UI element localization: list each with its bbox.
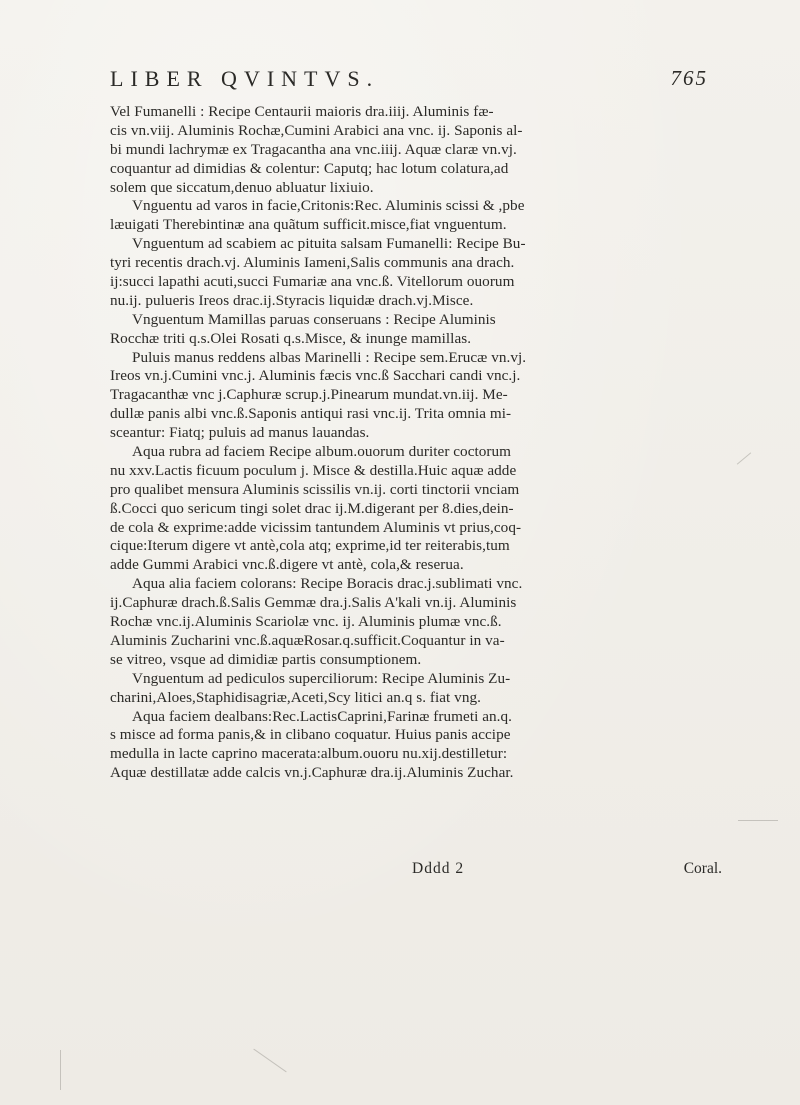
page-header xyxy=(0,66,800,96)
text-line: de cola & exprime:adde vicissim tantundem Aluminis vt prius,coq- xyxy=(110,518,522,536)
body-text xyxy=(110,103,722,783)
text-line: Aqua rubra ad faciem Recipe album.ouorum duriter coctorum xyxy=(132,443,512,461)
text-line: Tragacanthæ vnc j.Caphuræ scrup.j.Pinearum mundat.vn.iij. Me- xyxy=(110,386,508,404)
page-footer xyxy=(110,860,722,882)
text-line: Vel Fumanelli : Recipe Centaurii maioris dra.iiij. Aluminis fæ- xyxy=(110,103,494,120)
text-line: Rochæ vnc.ij.Aluminis Scariolæ vnc. ij. Aluminis plumæ vnc.ß. xyxy=(110,613,502,631)
text-line: charini,Aloes,Staphidisagriæ,Aceti,Scy litici an.q s. fiat vng. xyxy=(110,688,481,706)
text-line: tyri recentis drach.vj. Aluminis Iameni,Salis communis ana drach. xyxy=(110,254,515,272)
text-line: ß.Cocci quo sericum tingi solet drac ij.M.digerant per 8.dies,dein- xyxy=(110,499,514,517)
page-number: 765 xyxy=(670,66,708,90)
text-line: ij:succi lapathi acuti,succi Fumariæ ana vnc.ß. Vitellorum ouorum xyxy=(110,273,515,291)
text-line: Rocchæ triti q.s.Olei Rosati q.s.Misce, & inunge mamillas. xyxy=(110,329,472,347)
text-line: Puluis manus reddens albas Marinelli : Recipe sem.Erucæ vn.vj. xyxy=(132,348,527,366)
text-line: se vitreo, vsque ad dimidiæ partis consumptionem. xyxy=(110,650,422,668)
text-line: cis vn.viij. Aluminis Rochæ,Cumini Arabici ana vnc. ij. Saponis al- xyxy=(110,121,523,139)
text-line: Ireos vn.j.Cumini vnc.j. Aluminis fæcis vnc.ß Sacchari candi vnc.j. xyxy=(110,367,521,385)
text-line: Vnguentum ad scabiem ac pituita salsam Fumanelli: Recipe Bu- xyxy=(132,235,526,253)
text-line: nu.ij. pulueris Ireos drac.ij.Styracis liquidæ drach.vj.Misce. xyxy=(110,291,474,309)
text-line: nu xxv.Lactis ficuum poculum j. Misce & destilla.Huic aquæ adde xyxy=(110,461,517,479)
text-line: sceantur: Fiatq; puluis ad manus lauandas. xyxy=(110,424,370,442)
running-head: LIBER QVINTVS. xyxy=(110,66,380,91)
text-line: Vnguentum ad pediculos superciliorum: Recipe Aluminis Zu- xyxy=(132,669,511,687)
text-line: Aqua alia faciem colorans: Recipe Boracis drac.j.sublimati vnc. xyxy=(132,575,523,593)
text-line: Vnguentu ad varos in facie,Critonis:Rec. Aluminis scissi & ,pbe xyxy=(132,197,525,215)
signature-mark: Dddd 2 xyxy=(412,860,465,877)
text-line: adde Gummi Arabici vnc.ß.digere vt antè, cola,& reserua. xyxy=(110,556,464,574)
text-line: medulla in lacte caprino macerata:album.ouoru nu.xij.destilletur: xyxy=(110,745,508,763)
pencil-stroke xyxy=(253,1049,286,1073)
text-line: Aluminis Zucharini vnc.ß.aquæRosar.q.sufficit.Coquantur in va- xyxy=(110,631,505,649)
text-line: pro qualibet mensura Aluminis scissilis vn.ij. corti tinctorii vnciam xyxy=(110,480,520,498)
text-line: dullæ panis albi vnc.ß.Saponis antiqui rasi vnc.ij. Trita omnia mi- xyxy=(110,405,512,423)
text-line: Aquæ destillatæ adde calcis vn.j.Caphuræ dra.ij.Aluminis Zuchar. xyxy=(110,764,514,782)
text-line: solem que siccatum,denuo abluatur lixiuio. xyxy=(110,178,374,196)
pencil-stroke xyxy=(60,1050,61,1090)
catchword: Coral. xyxy=(683,860,722,877)
text-line: cique:Iterum digere vt antè,cola atq; exprime,id ter reiterabis,tum xyxy=(110,537,510,555)
text-line: læuigati Therebintinæ ana quãtum sufficit.misce,fiat vnguentum. xyxy=(110,216,507,234)
pencil-stroke xyxy=(738,820,778,821)
text-line: coquantur ad dimidias & colentur: Caputq; hac lotum colatura,ad xyxy=(110,159,509,177)
text-line: bi mundi lachrymæ ex Tragacantha ana vnc.iiij. Aquæ claræ vn.vj. xyxy=(110,140,517,158)
text-line: s misce ad forma panis,& in clibano coquatur. Huius panis accipe xyxy=(110,726,511,744)
pencil-stroke xyxy=(737,452,751,464)
text-line: ij.Caphuræ drach.ß.Salis Gemmæ dra.j.Salis A'kali vn.ij. Aluminis xyxy=(110,594,517,612)
text-line: Aqua faciem dealbans:Rec.LactisCaprini,Farinæ frumeti an.q. xyxy=(132,707,512,725)
text-line: Vnguentum Mamillas paruas conseruans : Recipe Aluminis xyxy=(132,310,496,328)
